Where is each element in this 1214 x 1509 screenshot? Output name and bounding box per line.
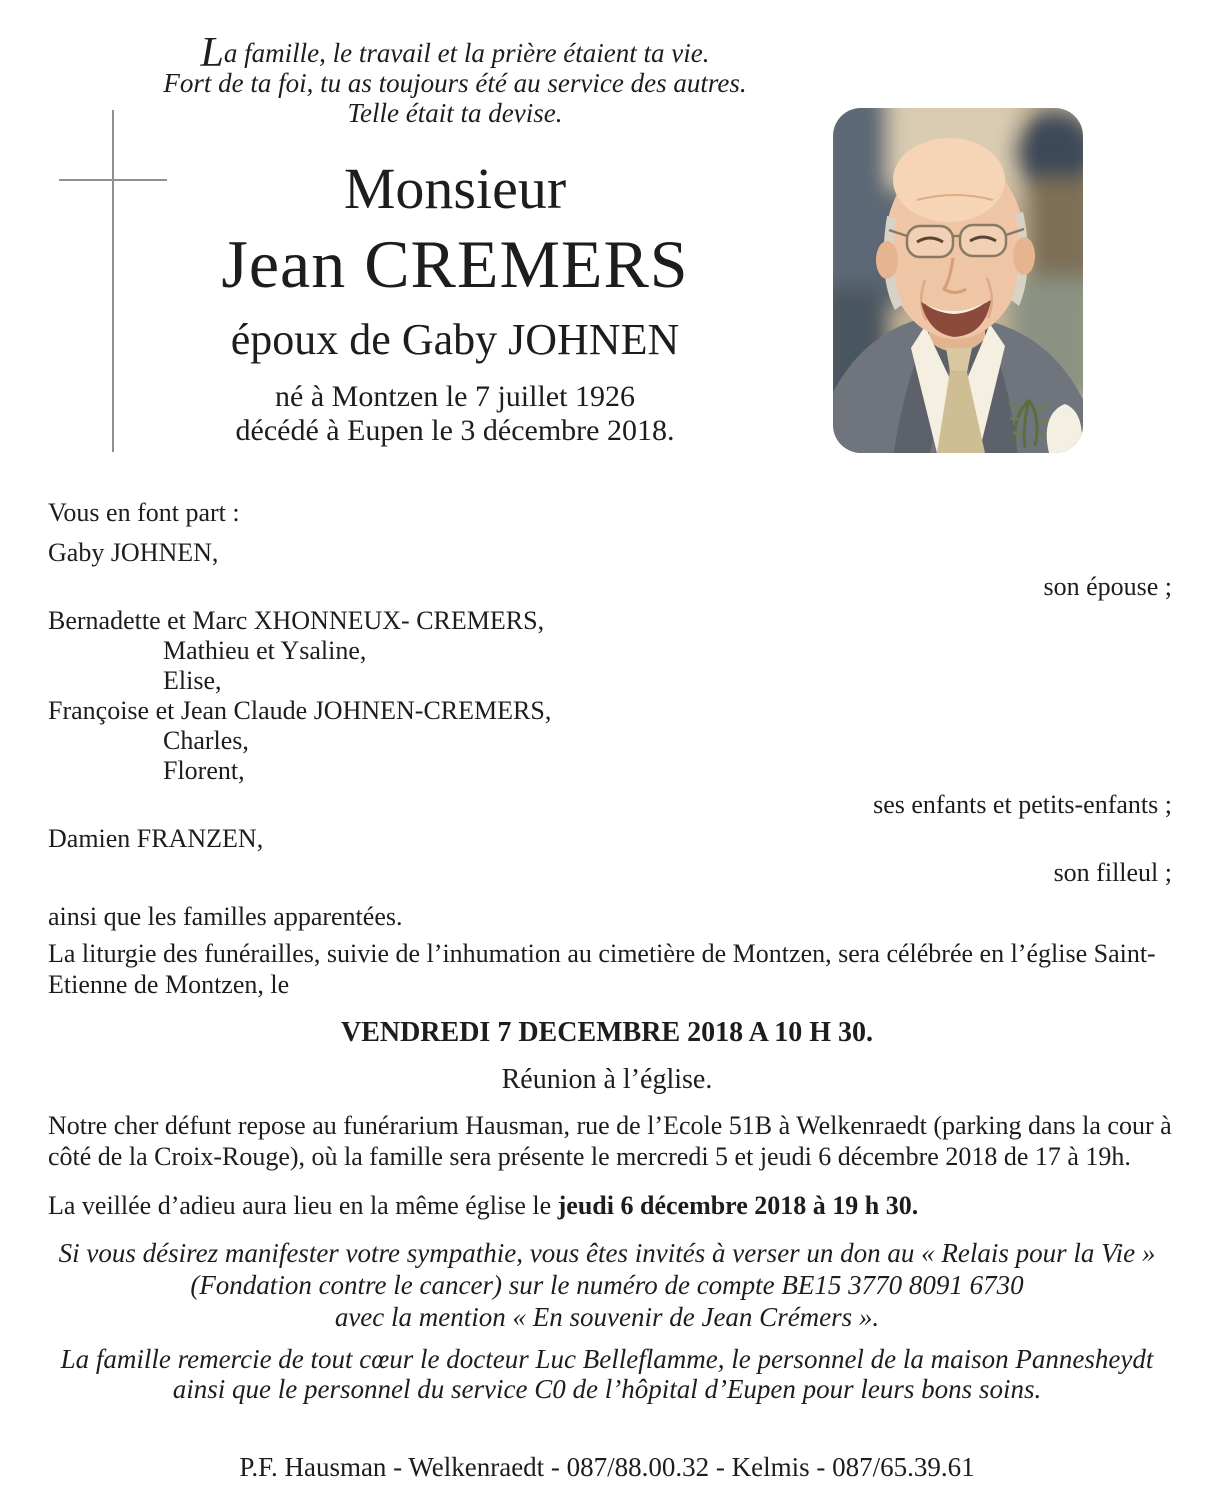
epigraph-line-3: Telle était ta devise.: [347, 98, 563, 128]
family-line-child-2: Françoise et Jean Claude JOHNEN-CREMERS,: [48, 696, 552, 725]
donation-paragraph: [0, 1237, 1214, 1333]
family-line-grandchild-2: Elise,: [163, 666, 222, 695]
relation-spouse: son épouse ;: [1043, 572, 1172, 601]
ceremony-date: VENDREDI 7 DECEMBRE 2018 A 10 H 30.: [340, 1017, 874, 1048]
thanks-line-1: La famille remercie de tout cœur le docteur Luc Belleflamme, le personnel de la maison Pannesheydt: [60, 1344, 1154, 1374]
relation-godson: son filleul ;: [1053, 858, 1172, 887]
announcement-intro: Vous en font part :: [48, 498, 240, 527]
vigil-text: La veillée d’adieu aura lieu en la même église le: [48, 1191, 558, 1220]
ceremony-meeting: Réunion à l’église.: [501, 1064, 713, 1095]
thanks-paragraph: [0, 1344, 1214, 1404]
related-families-line: ainsi que les familles apparentées.: [48, 902, 403, 931]
epigraph: [40, 30, 870, 128]
vigil-paragraph: [48, 1190, 1176, 1221]
birth-death-dates: [40, 380, 870, 448]
epigraph-initial: L: [200, 30, 224, 76]
deceased-name: Jean CREMERS: [221, 226, 689, 302]
family-line-grandchild-4: Florent,: [163, 756, 245, 785]
spouse-line: époux de Gaby JOHNEN: [230, 315, 680, 364]
epigraph-line-2: Fort de ta foi, tu as toujours été au service des autres.: [163, 68, 747, 98]
relation-children: ses enfants et petits-enfants ;: [873, 790, 1172, 819]
birth-line: né à Montzen le 7 juillet 1926: [275, 380, 635, 413]
family-line-godson: Damien FRANZEN,: [48, 824, 264, 853]
epigraph-line-1-text: a famille, le travail et la prière étaient ta vie.: [223, 38, 710, 68]
donation-line-3: avec la mention « En souvenir de Jean Crémers ».: [334, 1302, 880, 1332]
family-line-grandchild-1: Mathieu et Ysaline,: [163, 636, 367, 665]
donation-line-1: Si vous désirez manifester votre sympathie, vous êtes invités à verser un don au « Relais pour la Vie »: [58, 1238, 1156, 1268]
epigraph-line-1: [40, 30, 870, 76]
family-line-spouse: Gaby JOHNEN,: [48, 538, 219, 567]
civility-title: Monsieur: [343, 156, 567, 221]
repose-paragraph: Notre cher défunt repose au funérarium Hausman, rue de l’Ecole 51B à Welkenraedt (parking dans la cour à côté de la Croix-Rouge), où la famille sera présente le mercredi 5 et jeudi 6 décembre 2018 de 17 à 19h.: [48, 1111, 1172, 1171]
portrait-photo: [833, 108, 1083, 453]
vigil-date: jeudi 6 décembre 2018 à 19 h 30.: [557, 1191, 919, 1220]
ceremony-intro: La liturgie des funérailles, suivie de l’inhumation au cimetière de Montzen, sera célébrée en l’église Saint-Etienne de Montzen, le: [48, 939, 1156, 999]
donation-line-2: (Fondation contre le cancer) sur le numéro de compte BE15 3770 8091 6730: [190, 1270, 1024, 1300]
death-line: décédé à Eupen le 3 décembre 2018.: [235, 414, 675, 447]
family-line-child-1: Bernadette et Marc XHONNEUX- CREMERS,: [48, 606, 545, 635]
family-announcement: [48, 498, 1172, 932]
family-line-grandchild-3: Charles,: [163, 726, 249, 755]
funeral-home-footer: P.F. Hausman - Welkenraedt - 087/88.00.32 - Kelmis - 087/65.39.61: [239, 1452, 975, 1482]
thanks-line-2: ainsi que le personnel du service C0 de l’hôpital d’Eupen pour leurs bons soins.: [172, 1374, 1042, 1404]
